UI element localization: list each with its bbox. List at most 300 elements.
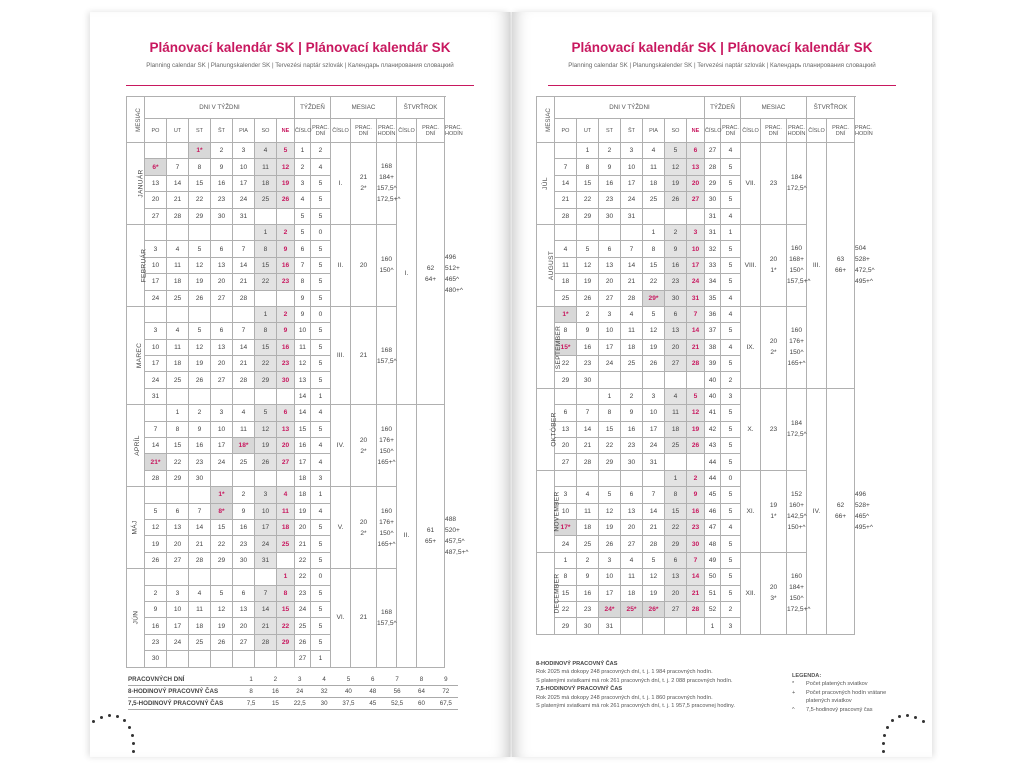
week-number: 49 [705, 552, 721, 568]
day-cell: 5 [599, 487, 621, 503]
week-days-header: PRAC. DNÍ [721, 119, 741, 143]
month-working-hours: 160 168+ 150^ 157,5+^ [787, 224, 807, 306]
day-cell: 11 [621, 323, 643, 339]
day-cell: 12 [643, 323, 665, 339]
day-cell [167, 651, 189, 667]
day-cell: 11 [577, 503, 599, 519]
day-cell: 8 [189, 159, 211, 175]
day-cell: 17* [555, 519, 577, 535]
month-name [537, 143, 555, 225]
month-working-days: 20 2* [351, 405, 377, 487]
month-name [537, 224, 555, 306]
week-number: 33 [705, 257, 721, 273]
month-number: VI. [331, 569, 351, 667]
day-cell: 15 [255, 339, 277, 355]
week-number: 6 [295, 241, 311, 257]
day-cell: 17 [643, 421, 665, 437]
week-working-days: 5 [311, 552, 331, 568]
day-cell [233, 569, 255, 585]
week-number: 41 [705, 405, 721, 421]
day-cell: 24 [555, 536, 577, 552]
week-number: 47 [705, 519, 721, 535]
day-cell: 23 [599, 192, 621, 208]
day-cell: 16 [687, 503, 705, 519]
day-cell: 1 [643, 224, 665, 240]
day-cell: 21 [167, 192, 189, 208]
day-cell: 16 [233, 519, 255, 535]
week-number: 27 [295, 651, 311, 667]
day-cell: 19 [643, 585, 665, 601]
day-cell: 14 [687, 323, 705, 339]
day-cell: 19 [189, 356, 211, 372]
week-working-days: 4 [311, 438, 331, 454]
week-working-days: 4 [311, 454, 331, 470]
month-working-hours: 184 172,5^ [787, 388, 807, 470]
week-number: 14 [295, 388, 311, 404]
day-cell: 22 [643, 274, 665, 290]
day-cell: 23 [687, 519, 705, 535]
day-cell: 24 [211, 454, 233, 470]
day-cell: 12 [189, 339, 211, 355]
summary-val: 9 [444, 676, 448, 683]
day-cell [555, 224, 577, 240]
quarter-number: III. [807, 143, 827, 389]
day-cell: 25 [555, 290, 577, 306]
day-cell [687, 372, 705, 388]
day-cell: 13 [665, 323, 687, 339]
day-cell: 9 [599, 159, 621, 175]
day-cell [145, 306, 167, 322]
day-cell: 16 [577, 339, 599, 355]
summary-75h-label: 7,5-HODINOVÝ PRACOVNÝ ČAS [128, 700, 224, 707]
month-working-hours: 184 172,5^ [787, 143, 807, 225]
day-cell: 30 [233, 552, 255, 568]
day-cell: 9 [189, 421, 211, 437]
week-number: 32 [705, 241, 721, 257]
week-working-days: 0 [721, 470, 741, 486]
day-cell: 19 [665, 175, 687, 191]
day-cell: 25 [277, 536, 295, 552]
summary-val: 8 [419, 676, 424, 683]
weekday-header: NE [277, 119, 295, 143]
week-working-days: 5 [721, 405, 741, 421]
month-name-label: AUGUST [548, 250, 556, 281]
day-cell: 8 [555, 569, 577, 585]
day-cell: 25 [189, 634, 211, 650]
quarter-number: IV. [807, 388, 827, 634]
week-working-days: 5 [311, 175, 331, 191]
day-cell: 30 [687, 536, 705, 552]
day-cell: 15* [555, 339, 577, 355]
day-cell: 5 [189, 241, 211, 257]
day-cell: 6 [211, 323, 233, 339]
week-number: 21 [295, 536, 311, 552]
summary-val: 6 [371, 676, 375, 683]
day-cell [621, 470, 643, 486]
week-number-header: ČÍSLO [705, 119, 721, 143]
day-cell: 14 [687, 569, 705, 585]
week-working-days: 4 [721, 290, 741, 306]
month-name [127, 224, 148, 306]
day-cell: 27 [145, 208, 167, 224]
day-cell: 17 [687, 257, 705, 273]
day-cell: 11 [643, 159, 665, 175]
summary-val: 7,5 [246, 700, 256, 707]
day-cell [145, 224, 167, 240]
day-cell: 19 [255, 438, 277, 454]
legend-title: LEGENDA: [792, 673, 822, 679]
day-cell: 10 [555, 503, 577, 519]
day-cell: 6 [211, 241, 233, 257]
day-cell [189, 487, 211, 503]
week-number: 45 [705, 487, 721, 503]
day-cell: 31 [621, 208, 643, 224]
ring-binding-dots-right [882, 712, 932, 757]
day-cell: 12 [577, 257, 599, 273]
week-working-days: 5 [721, 274, 741, 290]
month-working-hours: 168 157,5^ [377, 569, 397, 667]
day-cell: 11 [621, 569, 643, 585]
week-working-days: 5 [311, 257, 331, 273]
day-cell [621, 224, 643, 240]
month-name-label: JÚL [541, 177, 549, 190]
month-name [537, 388, 558, 470]
calendar-table-h1: MESIAC DNI V TÝŽDNI TÝŽDEŇ MESIAC ŠTVRŤROK PO UT ST ŠT PIA SO NE ČÍSLO PRAC. DNÍ ČÍSLO PRAC. DNÍ PRAC. HODÍN ČÍSLO PRAC. DNÍ PRAC. HODÍN JANUÁR 1* 2 3 4 5 1 2 I. 21 2* 168 184+ 157,5^ 172,5+^ I. 62 64+ 496 512+ 465^ 480+^ 6* 7 8 9 10 11 12 2 4 13 14 15 16 17 18 19 3 5 20 21 22 23 24 25 26 4 5 27 28 29 30 31 5 5 FEBRUÁR 1 2 5 0 II. 20 160 150^ 3 4 5 6 7 8 9 6 5 10 11 12 13 14 15 16 7 5 17 18 19 20 21 22 23 8 5 24 25 26 27 28 9 5 MAREC 1 2 9 0 III. 21 168 157,5^ 3 4 5 6 7 8 9 10 5 10 11 12 13 14 15 16 11 5 17 18 19 20 21 22 23 12 5 24 25 26 27 28 29 30 13 5 31 14 1 APRÍL 1 2 3 4 5 6 14 4 IV. 20 2* 160 176+ 150^ 165+^ II. 61 65+ 488 520+ 457,5^ 487,5+^ 7 8 9 10 11 12 13 15 5 14 15 16 17 18* 19 20 16 4 21* 22 23 24 25 26 27 17 4 28 29 30 18 3 MÁJ 1* 2 3 4 18 1 V. 20 2* 160 176+ 150^ 165+^ 5 6 7 8* 9 10 11 19 4 12 13 14 15 16 17 18 20 5 19 20 21 22 23 24 25 21 5 26 27 28 29 30 31 22 5 JÚN 1 22 0 VI. 21 168 157,5^ 2 3 4 5 6 7 8 23 5 9 10 11 12 13 14 15 24 5 16 17 18 19 20 21 22 25 5 23 24 25 26 27 28 29 26 5 30 27 1 [126, 96, 445, 668]
day-cell: 8 [255, 241, 277, 257]
day-cell: 4 [255, 143, 277, 159]
day-cell: 19 [643, 339, 665, 355]
week-working-days: 5 [311, 323, 331, 339]
month-number: XII. [741, 552, 761, 634]
day-cell: 2 [277, 306, 295, 322]
day-cell: 5 [643, 306, 665, 322]
day-cell: 25* [621, 601, 643, 617]
day-cell: 8* [211, 503, 233, 519]
day-cell [555, 143, 577, 159]
page-subtitle: Planning calendar SK | Planungskalender SK | Tervezési naptár szlovák | Календарь планирования словацкий [146, 62, 454, 69]
week-working-days: 5 [311, 356, 331, 372]
week-working-days: 5 [311, 339, 331, 355]
day-cell: 26 [643, 356, 665, 372]
day-cell: 4 [167, 323, 189, 339]
week-number: 46 [705, 503, 721, 519]
day-cell: 23 [145, 634, 167, 650]
month-name [537, 470, 561, 552]
week-days-header: PRAC. DNÍ [311, 119, 331, 143]
day-cell: 28 [233, 372, 255, 388]
day-cell [643, 470, 665, 486]
day-cell: 18 [555, 274, 577, 290]
day-cell: 7 [189, 503, 211, 519]
month-name-label: FEBRUÁR [140, 248, 148, 283]
day-cell: 10 [643, 405, 665, 421]
day-cell: 30 [665, 290, 687, 306]
calendar-table-h2: MESIAC DNI V TÝŽDNI TÝŽDEŇ MESIAC ŠTVRŤROK PO UT ST ŠT PIA SO NE ČÍSLO PRAC. DNÍ ČÍSLO PRAC. DNÍ PRAC. HODÍN ČÍSLO PRAC. DNÍ PRAC. HODÍN JÚL 1 2 3 4 5 6 27 4 VII. 23 184 172,5^ III. 63 66+ 504 528+ 472,5^ 495+^ 7 8 9 10 11 12 13 28 5 14 15 16 17 18 19 20 29 5 21 22 23 24 25 26 27 30 5 28 29 30 31 31 4 AUGUST 1 2 3 31 1 VIII. 20 1* 160 168+ 150^ 157,5+^ 4 5 6 7 8 9 10 32 5 11 12 13 14 15 16 17 33 5 18 19 20 21 22 23 24 34 5 25 26 27 28 29* 30 31 35 4 SEPTEMBER 1* 2 3 4 5 6 7 36 4 IX. 20 2* 160 176+ 150^ 165+^ 8 9 10 11 12 13 14 37 5 15* 16 17 18 19 20 21 38 4 22 23 24 25 26 27 28 39 5 29 30 40 2 OKTÓBER 1 2 3 4 5 40 3 X. 23 184 172,5^ IV. 62 66+ 496 528+ 465^ 495+^ 6 7 8 9 10 11 12 41 5 13 14 15 16 17 18 19 42 5 20 21 22 23 24 25 26 43 5 27 28 29 30 31 44 5 NOVEMBER 1 2 44 0 XI. 19 1* 152 160+ 142,5^ 150+^ 3 4 5 6 7 8 9 45 5 10 11 12 13 14 15 16 46 5 17* 18 19 20 21 22 23 47 4 24 25 26 27 28 29 30 48 5 DECEMBER 1 2 3 4 5 6 7 49 5 XII. 20 3* 160 184+ 150^ 172,5+^ 8 9 10 11 12 13 14 50 5 15 16 17 18 19 20 21 51 5 22 23 24* 25* 26* 27 28 52 2 29 30 31 1 3 [536, 96, 855, 635]
quarter-group-header: ŠTVRŤROK [807, 97, 855, 119]
day-cell [167, 569, 189, 585]
legend-item [792, 689, 902, 706]
day-cell: 20 [687, 175, 705, 191]
notes-8h-title: 8-HODINOVÝ PRACOVNÝ ČAS [536, 661, 618, 667]
week-number: 5 [295, 208, 311, 224]
ring-binding-dots-left [90, 712, 140, 757]
day-cell: 14 [577, 421, 599, 437]
day-cell: 14 [233, 257, 255, 273]
weekday-header: PO [555, 119, 577, 143]
week-number: 14 [295, 405, 311, 421]
day-cell [255, 651, 277, 667]
day-cell: 27 [599, 290, 621, 306]
day-cell: 29 [555, 618, 577, 634]
month-hours-header: PRAC. HODÍN [787, 119, 807, 143]
summary-val: 22,5 [293, 700, 306, 707]
day-cell: 3 [167, 585, 189, 601]
day-cell [211, 651, 233, 667]
day-cell: 28 [577, 454, 599, 470]
weekday-header: SO [665, 119, 687, 143]
weekday-header: ŠT [211, 119, 233, 143]
day-cell: 11 [233, 421, 255, 437]
day-cell: 16 [189, 438, 211, 454]
day-cell: 5 [577, 241, 599, 257]
week-number: 37 [705, 323, 721, 339]
day-cell: 15 [665, 503, 687, 519]
month-number: II. [331, 224, 351, 306]
week-working-days: 5 [721, 454, 741, 470]
summary-75h-row [128, 698, 458, 710]
day-cell: 28 [145, 470, 167, 486]
week-working-days: 4 [311, 405, 331, 421]
week-working-days: 2 [721, 601, 741, 617]
day-cell: 21 [555, 192, 577, 208]
week-number: 16 [295, 438, 311, 454]
day-cell [577, 224, 599, 240]
day-cell: 21 [233, 274, 255, 290]
day-cell: 22 [555, 601, 577, 617]
summary-val: 48 [369, 688, 377, 695]
day-cell: 29* [643, 290, 665, 306]
day-cell: 20 [211, 356, 233, 372]
day-cell: 6 [621, 487, 643, 503]
day-cell: 14 [255, 601, 277, 617]
week-number: 13 [295, 372, 311, 388]
day-cell: 16 [621, 421, 643, 437]
month-number: I. [331, 143, 351, 225]
month-number: III. [331, 306, 351, 404]
day-cell: 11 [255, 159, 277, 175]
quarter-working-days: 63 66+ [827, 143, 855, 389]
day-cell: 8 [665, 487, 687, 503]
day-cell: 16 [577, 585, 599, 601]
day-cell: 2 [577, 552, 599, 568]
day-cell: 21 [189, 536, 211, 552]
day-cell [599, 470, 621, 486]
week-number: 51 [705, 585, 721, 601]
day-cell [145, 143, 167, 159]
day-cell [277, 290, 295, 306]
day-cell: 1* [189, 143, 211, 159]
week-number: 40 [705, 388, 721, 404]
day-cell: 13 [277, 421, 295, 437]
day-cell: 3 [555, 487, 577, 503]
summary-val: 37,5 [342, 700, 355, 707]
day-cell [599, 224, 621, 240]
day-cell: 17 [233, 175, 255, 191]
summary-val: 7 [395, 676, 399, 683]
week-number: 12 [295, 356, 311, 372]
day-cell: 30 [599, 208, 621, 224]
week-number: 1 [295, 143, 311, 159]
day-cell: 10 [211, 421, 233, 437]
day-cell: 22 [599, 438, 621, 454]
day-cell [643, 208, 665, 224]
day-cell: 13 [665, 569, 687, 585]
month-working-hours: 160 150^ [377, 224, 397, 306]
week-number: 9 [295, 290, 311, 306]
day-cell: 26 [189, 372, 211, 388]
day-cell: 28 [255, 634, 277, 650]
day-cell: 12 [599, 503, 621, 519]
day-cell: 14 [621, 257, 643, 273]
day-cell: 9 [665, 241, 687, 257]
day-cell: 13 [233, 601, 255, 617]
day-cell: 29 [599, 454, 621, 470]
weekday-header: PIA [643, 119, 665, 143]
day-cell [255, 388, 277, 404]
weekday-header: PIA [233, 119, 255, 143]
day-cell: 20 [145, 192, 167, 208]
day-cell: 13 [211, 257, 233, 273]
summary-val: 4 [322, 676, 326, 683]
day-cell: 18 [277, 519, 295, 535]
day-cell: 30 [577, 372, 599, 388]
day-cell: 8 [599, 405, 621, 421]
day-cell: 2 [577, 306, 599, 322]
day-cell [145, 569, 167, 585]
day-cell: 20 [555, 438, 577, 454]
day-cell: 28 [687, 356, 705, 372]
right-page [512, 12, 932, 757]
month-working-days: 23 [761, 388, 787, 470]
day-cell: 20 [665, 339, 687, 355]
summary-header-label: PRACOVNÝCH DNÍ [128, 676, 185, 683]
quarter-number-header: ČÍSLO [397, 119, 417, 143]
day-cell [255, 470, 277, 486]
day-cell: 29 [577, 208, 599, 224]
month-working-days: 21 [351, 569, 377, 667]
month-name [127, 306, 145, 404]
quarter-working-days: 61 65+ [417, 405, 445, 667]
day-cell [189, 651, 211, 667]
day-cell: 5 [277, 143, 295, 159]
day-cell: 23 [577, 601, 599, 617]
day-cell [555, 470, 577, 486]
week-working-days: 5 [311, 192, 331, 208]
day-cell: 19 [599, 519, 621, 535]
week-number: 30 [705, 192, 721, 208]
page-subtitle: Planning calendar SK | Planungskalender SK | Tervezési naptár szlovák | Календарь планирования словацкий [568, 62, 876, 69]
day-cell: 8 [555, 323, 577, 339]
day-cell: 23 [277, 274, 295, 290]
day-cell: 31 [599, 618, 621, 634]
day-cell: 27 [211, 290, 233, 306]
week-number: 50 [705, 569, 721, 585]
day-cell: 3 [643, 388, 665, 404]
day-cell: 24 [167, 634, 189, 650]
month-working-days: 23 [761, 143, 787, 225]
day-cell [687, 454, 705, 470]
month-working-hours: 160 176+ 150^ 165+^ [377, 487, 397, 569]
day-cell: 23 [211, 192, 233, 208]
week-working-days: 4 [721, 519, 741, 535]
week-working-days: 5 [311, 372, 331, 388]
day-cell: 20 [233, 618, 255, 634]
page-title: Plánovací kalendár SK | Plánovací kalendár SK [571, 40, 873, 55]
month-name-label: APRÍL [133, 435, 141, 456]
day-cell [211, 470, 233, 486]
day-cell: 5 [255, 405, 277, 421]
day-cell: 4 [577, 487, 599, 503]
week-number: 38 [705, 339, 721, 355]
day-cell: 21 [255, 618, 277, 634]
day-cell: 21 [621, 274, 643, 290]
week-number: 22 [295, 569, 311, 585]
day-cell: 3 [233, 143, 255, 159]
day-cell: 3 [145, 241, 167, 257]
day-cell [167, 143, 189, 159]
week-working-days: 5 [721, 552, 741, 568]
week-working-days: 5 [721, 175, 741, 191]
week-number: 18 [295, 470, 311, 486]
week-number: 35 [705, 290, 721, 306]
day-cell: 28 [643, 536, 665, 552]
day-cell: 31 [687, 290, 705, 306]
legend-symbol: + [792, 689, 796, 696]
month-column-header [537, 97, 555, 143]
week-working-days: 4 [721, 306, 741, 322]
week-number: 36 [705, 306, 721, 322]
notes-75h-line1: Rok 2025 má dokopy 248 pracovných dní, t. j. 1 860 pracovných hodín. [536, 694, 713, 701]
summary-header-row [128, 674, 458, 686]
week-number: 27 [705, 143, 721, 159]
week-working-days: 5 [311, 585, 331, 601]
day-cell: 25 [643, 192, 665, 208]
day-cell: 6 [555, 405, 577, 421]
day-cell: 10 [145, 339, 167, 355]
day-cell: 18 [621, 585, 643, 601]
day-cell [277, 470, 295, 486]
summary-val: 3 [298, 676, 302, 683]
week-number: 48 [705, 536, 721, 552]
legend-symbol: ^ [792, 706, 795, 713]
quarter-number: II. [397, 405, 417, 667]
day-cell: 2 [211, 143, 233, 159]
day-cell: 25 [167, 290, 189, 306]
day-cell: 1 [167, 405, 189, 421]
day-cell: 18 [167, 274, 189, 290]
day-cell [233, 470, 255, 486]
day-cell: 26 [577, 290, 599, 306]
week-working-days: 5 [311, 208, 331, 224]
day-cell: 29 [555, 372, 577, 388]
day-cell: 3 [687, 224, 705, 240]
day-cell: 26 [277, 192, 295, 208]
day-cell: 6 [599, 241, 621, 257]
summary-val: 56 [393, 688, 401, 695]
day-cell: 22 [255, 274, 277, 290]
day-cell: 18* [233, 438, 255, 454]
day-cell: 26 [599, 536, 621, 552]
